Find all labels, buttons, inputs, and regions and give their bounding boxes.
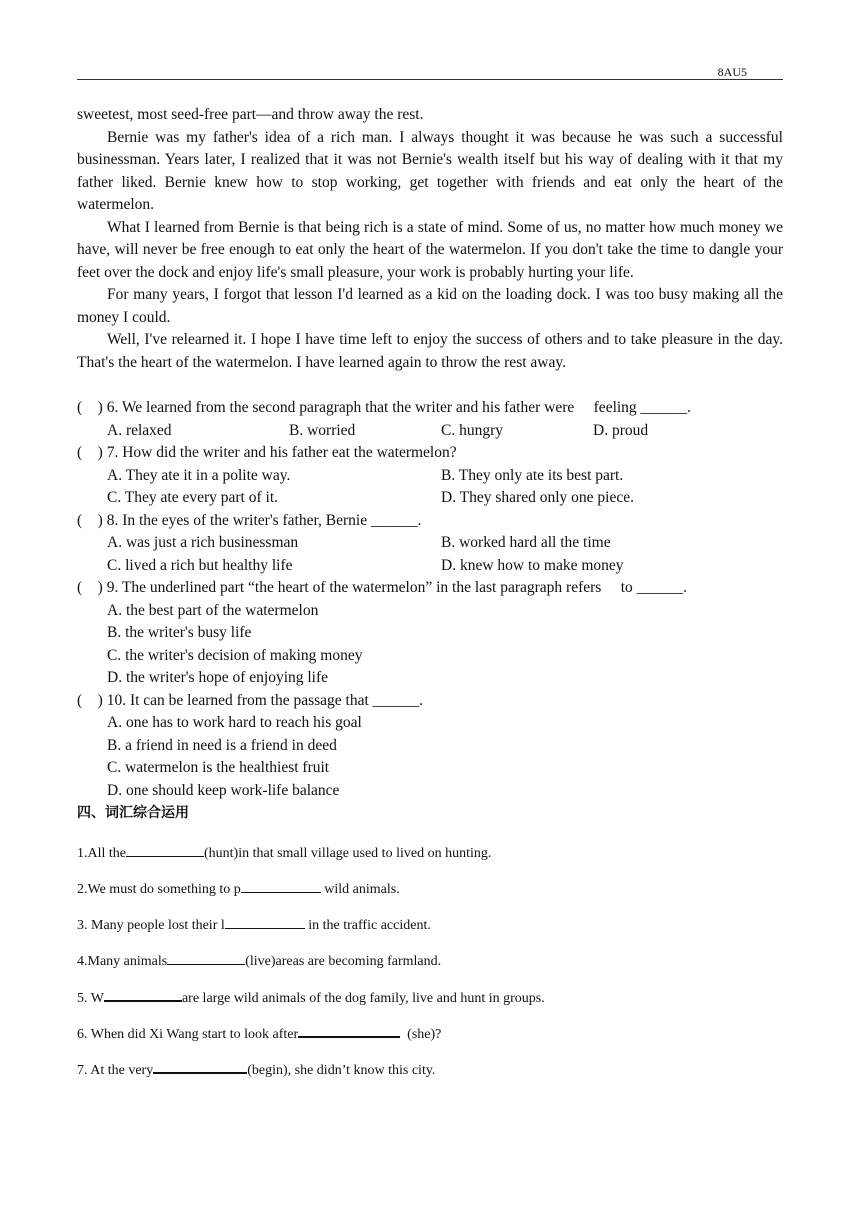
answer-blank[interactable] [298, 1022, 400, 1038]
question-8-options-cd [77, 555, 783, 578]
answer-blank[interactable] [126, 842, 204, 857]
section-title: 四、词汇综合运用 [77, 805, 189, 821]
vocab-text-after: (hunt)in that small village used to lived on hunting. [204, 846, 492, 861]
passage-paragraph: Bernie was my father's idea of a rich man. I always thought it was because he was such a successful businessman. Years later, I realized that it was not Bernie's wealth itself but his way of dealing with it that my father liked. Bernie knew how to stop working, get together with friends and eat only the heart of the watermelon. [77, 128, 783, 213]
answer-blank[interactable] [241, 878, 321, 893]
option-c: C. lived a rich but healthy life [107, 556, 293, 574]
answer-blank[interactable] [167, 950, 245, 965]
option-b: B. worried [289, 421, 356, 439]
option-c: C. the writer's decision of making money [107, 646, 363, 664]
question-7-options-ab [77, 465, 783, 488]
question-10-stem: ( ) 10. It can be learned from the passage that ______. [77, 691, 424, 709]
vocab-text-before: 2.We must do something to p [77, 882, 241, 897]
option-d: D. one should keep work-life balance [107, 781, 340, 799]
question-list [77, 397, 783, 824]
option-b: B. a friend in need is a friend in deed [107, 736, 337, 754]
vocab-item-3 [77, 914, 783, 935]
question-9-stem: ( ) 9. The underlined part “the heart of the watermelon” in the last paragraph refers to ______. [77, 579, 688, 596]
passage-paragraph: Well, I've relearned it. I hope I have time left to enjoy the success of others and to take pleasure in the day. That's the heart of the watermelon. I have learned again to throw the rest away. [77, 331, 783, 371]
header-code: 8AU5 [717, 65, 747, 79]
answer-blank[interactable] [225, 914, 305, 929]
vocab-text-before: 5. W [77, 991, 104, 1006]
vocab-text-before: 4.Many animals [77, 954, 168, 969]
option-a: A. the best part of the watermelon [107, 601, 319, 619]
option-b: B. worked hard all the time [441, 534, 611, 551]
reading-passage [77, 104, 783, 374]
option-a: A. one has to work hard to reach his goal [107, 714, 362, 731]
vocab-item-2 [77, 878, 783, 899]
vocab-item-7 [77, 1058, 783, 1080]
option-d: D. proud [593, 421, 649, 439]
answer-blank[interactable] [104, 986, 182, 1002]
option-a: A. They ate it in a polite way. [107, 466, 291, 484]
vocab-text-before: 7. At the very [77, 1063, 154, 1078]
question-7-stem: ( ) 7. How did the writer and his father eat the watermelon? [77, 444, 457, 461]
question-6-stem: ( ) 6. We learned from the second paragraph that the writer and his father were feeling ______. [77, 399, 691, 416]
vocab-item-6 [77, 1022, 783, 1044]
passage-paragraph: What I learned from Bernie is that being rich is a state of mind. Some of us, no matter how much money we have, will never be free enough to eat only the heart of the watermelon. If you don't take the time to dangle your feet over the dock and enjoy life's small pleasure, your work is probably hurting your life. [77, 218, 783, 281]
question-7-options-cd [77, 487, 783, 510]
page-header [77, 63, 783, 80]
option-c: C. They ate every part of it. [107, 489, 279, 506]
option-b: B. the writer's busy life [107, 624, 252, 641]
option-d: D. the writer's hope of enjoying life [107, 669, 329, 686]
option-c: C. watermelon is the healthiest fruit [107, 759, 330, 776]
vocab-text-after: (she)? [400, 1027, 442, 1042]
option-a: A. was just a rich businessman [107, 534, 299, 551]
option-a: A. relaxed [107, 421, 172, 439]
answer-blank[interactable] [153, 1058, 247, 1074]
vocab-text-after: are large wild animals of the dog family, live and hunt in groups. [181, 991, 545, 1006]
option-c: C. hungry [441, 421, 503, 439]
passage-paragraph: For many years, I forgot that lesson I'd learned as a kid on the loading dock. I was too busy making all the money I could. [77, 286, 783, 326]
vocab-text-before: 6. When did Xi Wang start to look after [77, 1027, 299, 1042]
vocab-text-before: 3. Many people lost their l [77, 918, 225, 933]
option-d: D. They shared only one piece. [441, 489, 634, 506]
vocab-item-1 [77, 842, 783, 863]
vocab-text-after: in the traffic accident. [304, 918, 431, 933]
passage-paragraph: sweetest, most seed-free part—and throw away the rest. [77, 106, 424, 123]
vocab-item-4 [77, 950, 783, 971]
vocab-text-after: wild animals. [320, 882, 400, 897]
vocab-text-after: (live)areas are becoming farmland. [245, 954, 442, 969]
vocab-text-before: 1.All the [77, 846, 126, 861]
question-8-stem: ( ) 8. In the eyes of the writer's father, Bernie ______. [77, 511, 422, 529]
option-d: D. knew how to make money [441, 556, 624, 574]
question-8-options-ab [77, 532, 783, 555]
question-6-options [77, 420, 783, 443]
vocab-text-after: (begin), she didn’t know this city. [247, 1063, 436, 1078]
option-b: B. They only ate its best part. [441, 466, 624, 484]
vocab-item-5 [77, 986, 783, 1008]
